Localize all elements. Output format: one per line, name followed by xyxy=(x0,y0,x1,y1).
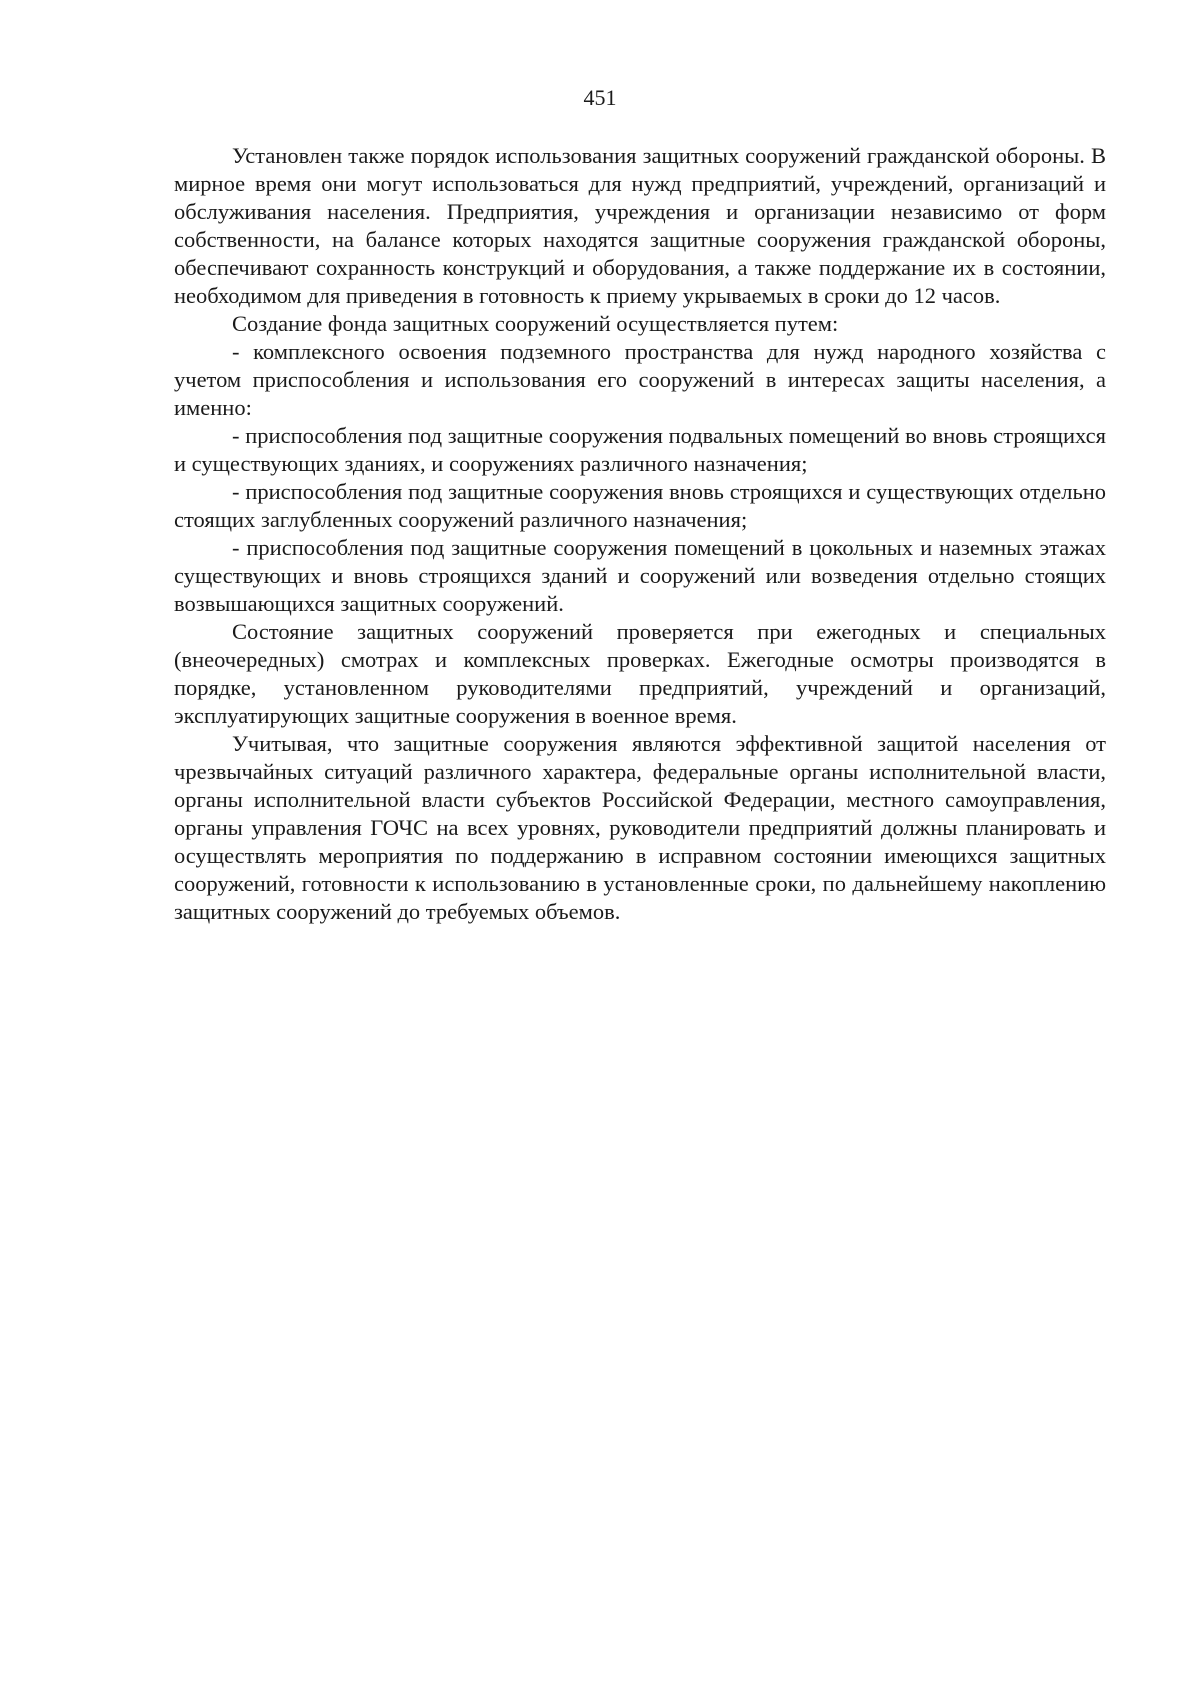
paragraph-shelter-inspection: Состояние защитных сооружений проверяется при ежегодных и специальных (внеочередных) смотрах и комплексных проверках. Ежегодные осмотры производятся в порядке, установленном руководителями предприятий, учреждений и организаций, эксплуатирующих защитные сооружения в военное время. xyxy=(174,619,1106,728)
paragraph-shelter-planning: Учитывая, что защитные сооружения являются эффективной защитой населения от чрезвычайных ситуаций различного характера, федеральные органы исполнительной власти, органы исполнительной власти субъектов Российской Федерации, местного самоуправления, органы управления ГОЧС на всех уровнях, руководители предприятий должны планировать и осуществлять мероприятия по поддержанию в исправном состоянии имеющихся защитных сооружений, готовности к использованию в установленные сроки, по дальнейшему накоплению защитных сооружений до требуемых объемов. xyxy=(174,731,1106,924)
page-number: 451 xyxy=(583,85,617,110)
list-item-ground-floor-adaptation: - приспособления под защитные сооружения помещений в цокольных и наземных этажах существующих и вновь строящихся зданий и сооружений или возведения отдельно стоящих возвышающихся защитных сооружений. xyxy=(174,535,1106,616)
list-item-basement-adaptation: - приспособления под защитные сооружения подвальных помещений во вновь строящихся и существующих зданиях, и сооружениях различного назначения; xyxy=(174,423,1106,476)
list-item-underground-space: - комплексного освоения подземного пространства для нужд народного хозяйства с учетом приспособления и использования его сооружений в интересах защиты населения, а именно: xyxy=(174,339,1106,420)
paragraph-shelter-fund-creation: Создание фонда защитных сооружений осуществляется путем: xyxy=(232,311,839,336)
list-item-detached-buried-structures: - приспособления под защитные сооружения вновь строящихся и существующих отдельно стоящих заглубленных сооружений различного назначения; xyxy=(174,479,1106,532)
paragraph-shelter-usage-order: Установлен также порядок использования защитных сооружений гражданской обороны. В мирное время они могут использоваться для нужд предприятий, учреждений, организаций и обслуживания населения. Предприятия, учреждения и организации независимо от форм собственности, на балансе которых находятся защитные сооружения гражданской обороны, обеспечивают сохранность конструкций и оборудования, а также поддержание их в состоянии, необходимом для приведения в готовность к приему укрываемых в сроки до 12 часов. xyxy=(174,143,1106,308)
document-body xyxy=(174,142,1106,926)
